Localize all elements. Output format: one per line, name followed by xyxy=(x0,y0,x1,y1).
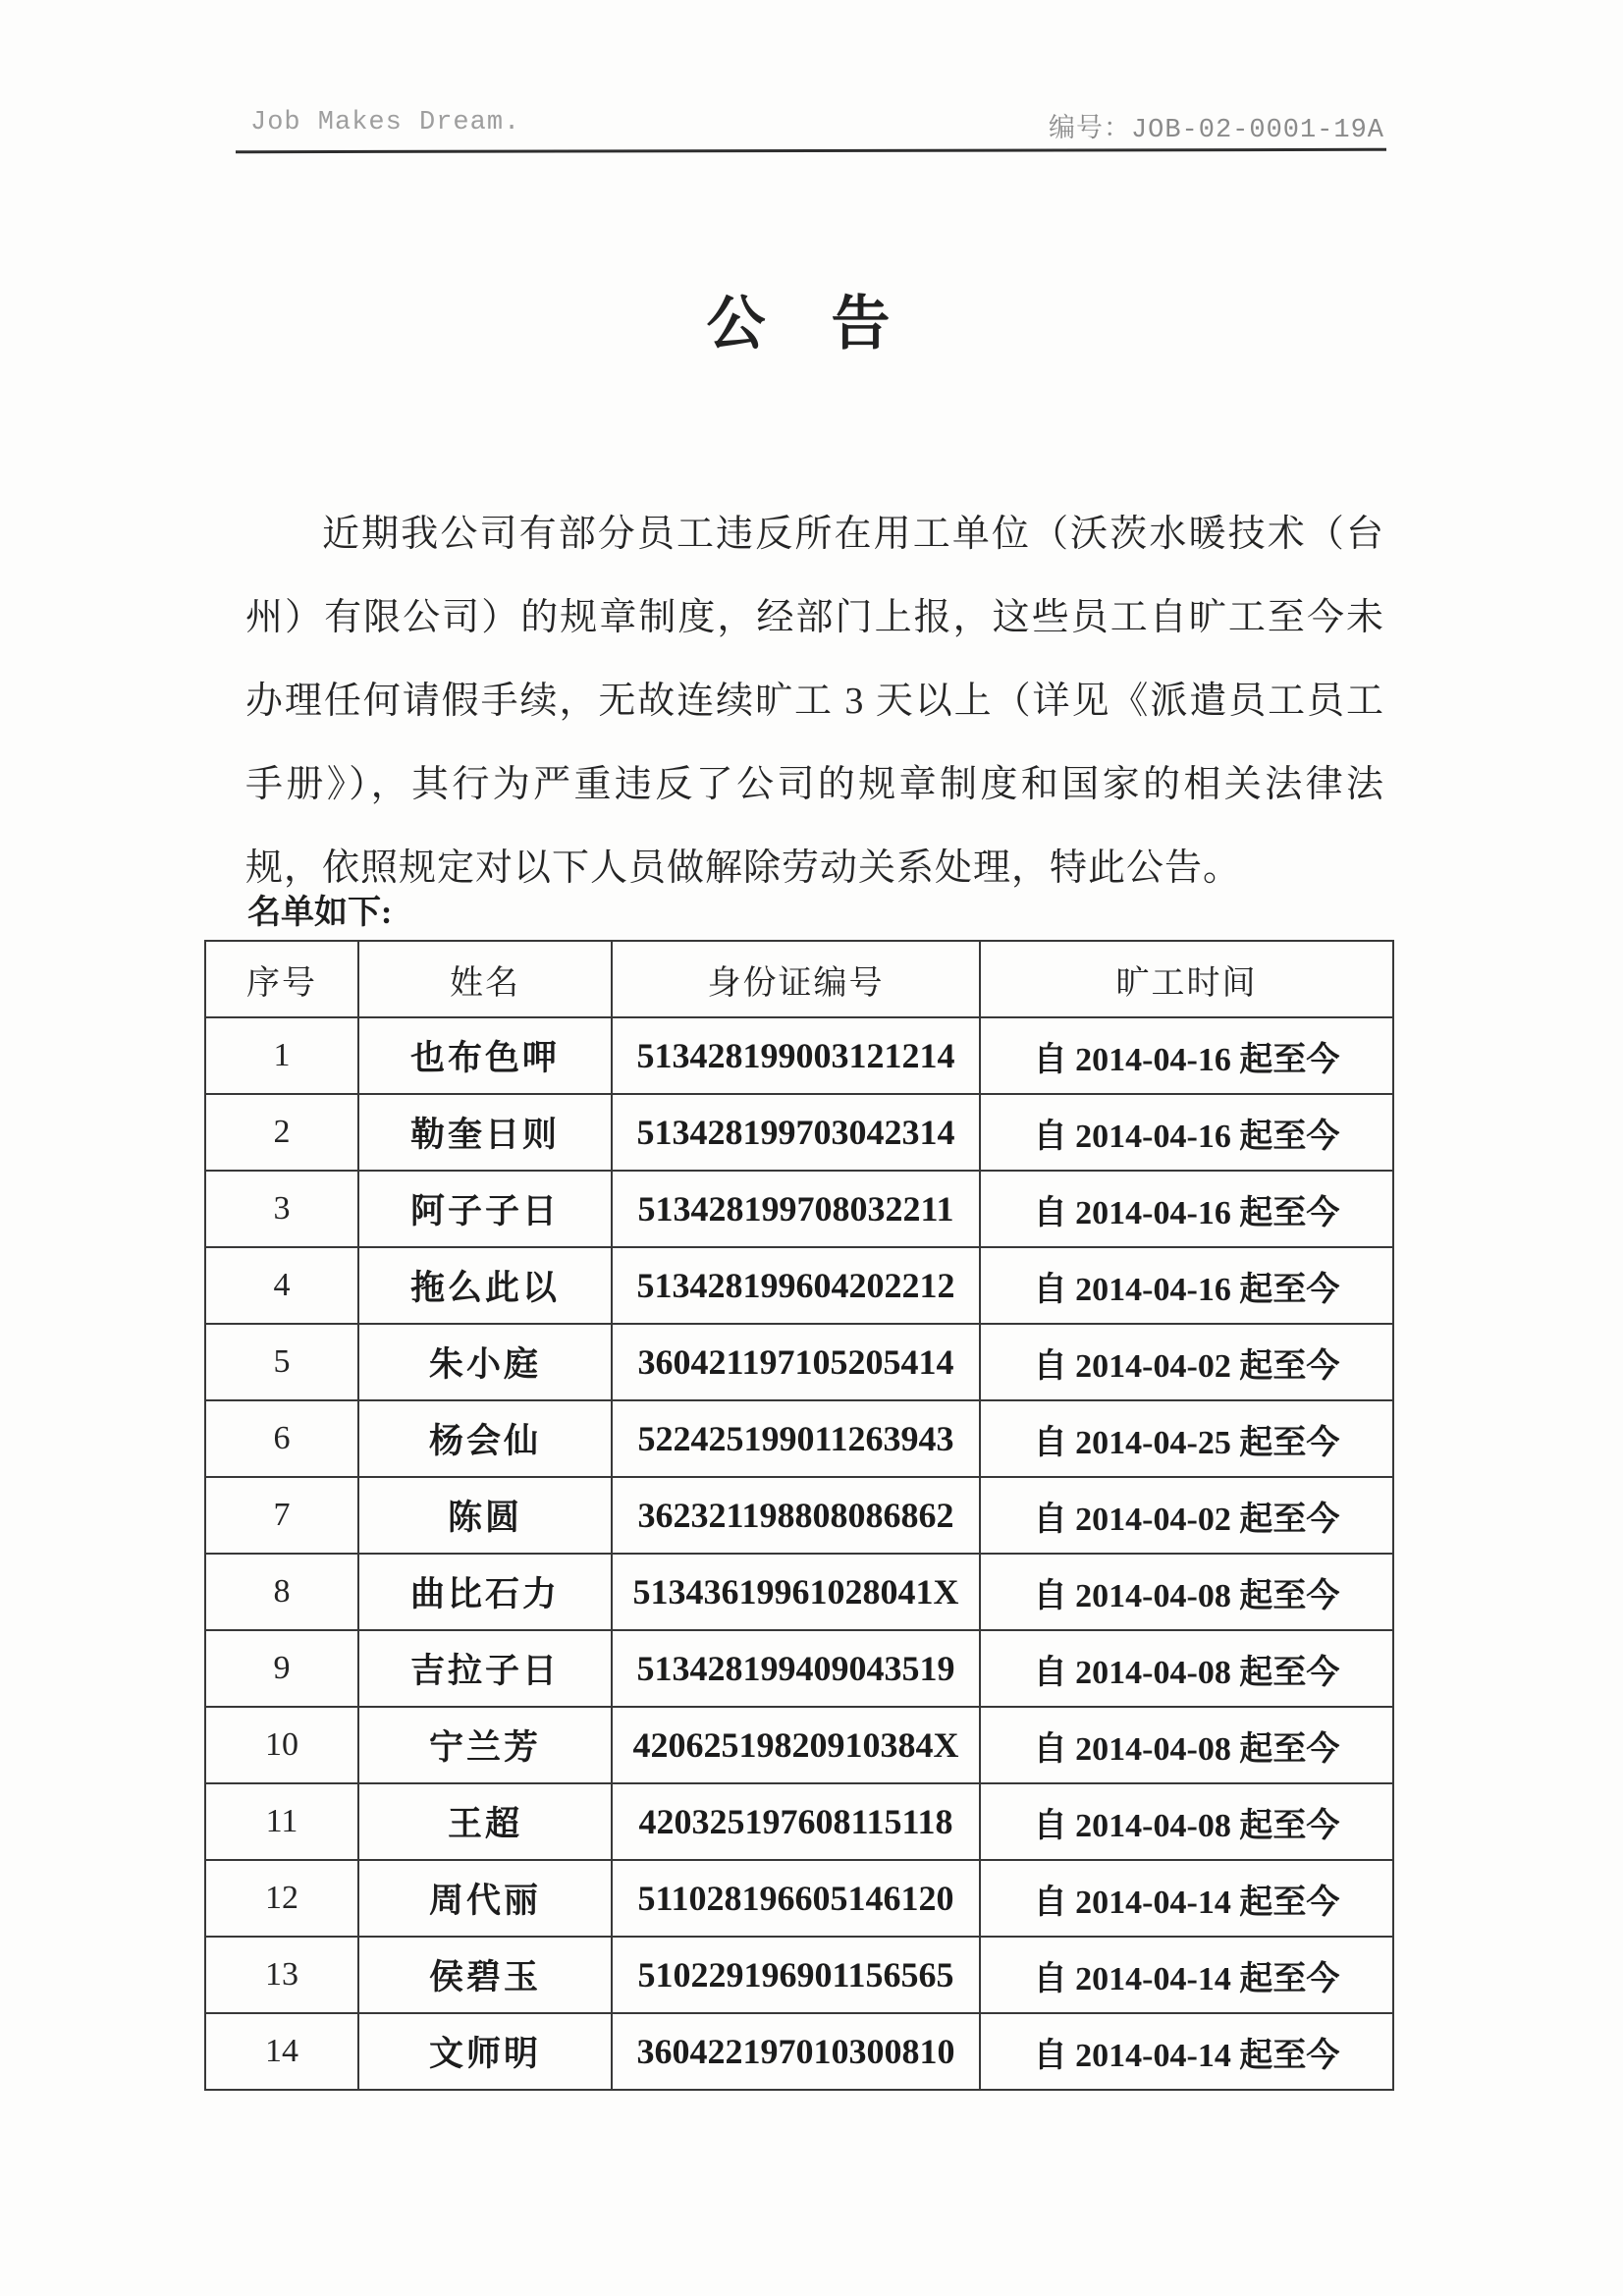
employee-name-cell: 文师明 xyxy=(358,2013,612,2090)
index-cell: 11 xyxy=(205,1783,358,1860)
table-header-row xyxy=(205,941,1393,1017)
list-intro-label: 名单如下: xyxy=(247,895,393,931)
absence-period-cell: 自 2014-04-25 起至今 xyxy=(980,1400,1393,1477)
index-cell: 14 xyxy=(205,2013,358,2090)
column-header-2: 身份证编号 xyxy=(612,941,980,1017)
id-number-cell: 522425199011263943 xyxy=(612,1400,980,1477)
employee-name-cell: 侯碧玉 xyxy=(358,1937,612,2013)
employee-name-cell: 陈圆 xyxy=(358,1477,612,1554)
table-row xyxy=(205,2013,1393,2090)
id-number-cell: 513428199604202212 xyxy=(612,1247,980,1324)
id-number-cell: 360421197105205414 xyxy=(612,1324,980,1400)
absence-period-cell: 自 2014-04-02 起至今 xyxy=(980,1324,1393,1400)
employee-name-cell: 宁兰芳 xyxy=(358,1707,612,1783)
absence-period-cell: 自 2014-04-08 起至今 xyxy=(980,1783,1393,1860)
index-cell: 13 xyxy=(205,1937,358,2013)
table-row xyxy=(205,1324,1393,1400)
employee-name-cell: 周代丽 xyxy=(358,1860,612,1937)
table-row xyxy=(205,1171,1393,1247)
table-row xyxy=(205,1094,1393,1171)
dismissal-roster-table xyxy=(204,940,1394,2091)
id-number-cell: 513428199409043519 xyxy=(612,1630,980,1707)
table-body xyxy=(205,1017,1393,2090)
index-cell: 4 xyxy=(205,1247,358,1324)
absence-period-cell: 自 2014-04-14 起至今 xyxy=(980,2013,1393,2090)
index-cell: 3 xyxy=(205,1171,358,1247)
index-cell: 7 xyxy=(205,1477,358,1554)
table-row xyxy=(205,1630,1393,1707)
index-cell: 9 xyxy=(205,1630,358,1707)
absence-period-cell: 自 2014-04-14 起至今 xyxy=(980,1937,1393,2013)
absence-period-cell: 自 2014-04-08 起至今 xyxy=(980,1630,1393,1707)
absence-period-cell: 自 2014-04-02 起至今 xyxy=(980,1477,1393,1554)
table-row xyxy=(205,1783,1393,1860)
index-cell: 6 xyxy=(205,1400,358,1477)
id-number-cell: 510229196901156565 xyxy=(612,1937,980,2013)
document-number-label: 编号： xyxy=(1048,116,1131,145)
employee-name-cell: 杨会仙 xyxy=(358,1400,612,1477)
employee-name-cell: 王超 xyxy=(358,1783,612,1860)
document-number-value: JOB-02-0001-19A xyxy=(1130,116,1384,145)
absence-period-cell: 自 2014-04-16 起至今 xyxy=(980,1171,1393,1247)
table-row xyxy=(205,1937,1393,2013)
id-number-cell: 513428199708032211 xyxy=(612,1171,980,1247)
absence-period-cell: 自 2014-04-08 起至今 xyxy=(980,1707,1393,1783)
employee-name-cell: 曲比石力 xyxy=(358,1554,612,1630)
id-number-cell: 362321198808086862 xyxy=(612,1477,980,1554)
table-row xyxy=(205,1400,1393,1477)
id-number-cell: 51343619961028041X xyxy=(612,1554,980,1630)
id-number-cell: 513428199703042314 xyxy=(612,1094,980,1171)
table-row xyxy=(205,1860,1393,1937)
column-header-0: 序号 xyxy=(205,941,358,1017)
index-cell: 1 xyxy=(205,1017,358,1094)
employee-name-cell: 阿子子日 xyxy=(358,1171,612,1247)
header-row xyxy=(205,941,1393,1017)
table-row xyxy=(205,1477,1393,1554)
index-cell: 5 xyxy=(205,1324,358,1400)
column-header-3: 旷工时间 xyxy=(980,941,1393,1017)
table-row xyxy=(205,1247,1393,1324)
index-cell: 12 xyxy=(205,1860,358,1937)
letterhead-slogan: Job Makes Dream. xyxy=(250,108,521,137)
table-row xyxy=(205,1707,1393,1783)
table-row xyxy=(205,1017,1393,1094)
id-number-cell: 42062519820910384X xyxy=(612,1707,980,1783)
page-title: 公 告 xyxy=(706,292,916,356)
table-row xyxy=(205,1554,1393,1630)
index-cell: 10 xyxy=(205,1707,358,1783)
column-header-1: 姓名 xyxy=(358,941,612,1017)
index-cell: 8 xyxy=(205,1554,358,1630)
employee-name-cell: 勒奎日则 xyxy=(358,1094,612,1171)
id-number-cell: 511028196605146120 xyxy=(612,1860,980,1937)
announcement-paragraph: 近期我公司有部分员工违反所在用工单位（沃茨水暖技术（台州）有限公司）的规章制度，经部门上报，这些员工自旷工至今未办理任何请假手续，无故连续旷工 3 天以上（详见《派遣员工员工手册》），其行为严重违反了公司的规章制度和国家的相关法律法规，依照规定对以下人员做解除劳动关系处理，特此公告。 xyxy=(245,514,1384,889)
employee-name-cell: 拖么此以 xyxy=(358,1247,612,1324)
id-number-cell: 513428199003121214 xyxy=(612,1017,980,1094)
id-number-cell: 360422197010300810 xyxy=(612,2013,980,2090)
absence-period-cell: 自 2014-04-16 起至今 xyxy=(980,1094,1393,1171)
header-divider xyxy=(236,148,1386,153)
absence-period-cell: 自 2014-04-16 起至今 xyxy=(980,1247,1393,1324)
absence-period-cell: 自 2014-04-16 起至今 xyxy=(980,1017,1393,1094)
employee-name-cell: 也布色呷 xyxy=(358,1017,612,1094)
employee-name-cell: 朱小庭 xyxy=(358,1324,612,1400)
index-cell: 2 xyxy=(205,1094,358,1171)
id-number-cell: 420325197608115118 xyxy=(612,1783,980,1860)
document-number xyxy=(1049,106,1384,145)
employee-name-cell: 吉拉子日 xyxy=(358,1630,612,1707)
absence-period-cell: 自 2014-04-08 起至今 xyxy=(980,1554,1393,1630)
absence-period-cell: 自 2014-04-14 起至今 xyxy=(980,1860,1393,1937)
